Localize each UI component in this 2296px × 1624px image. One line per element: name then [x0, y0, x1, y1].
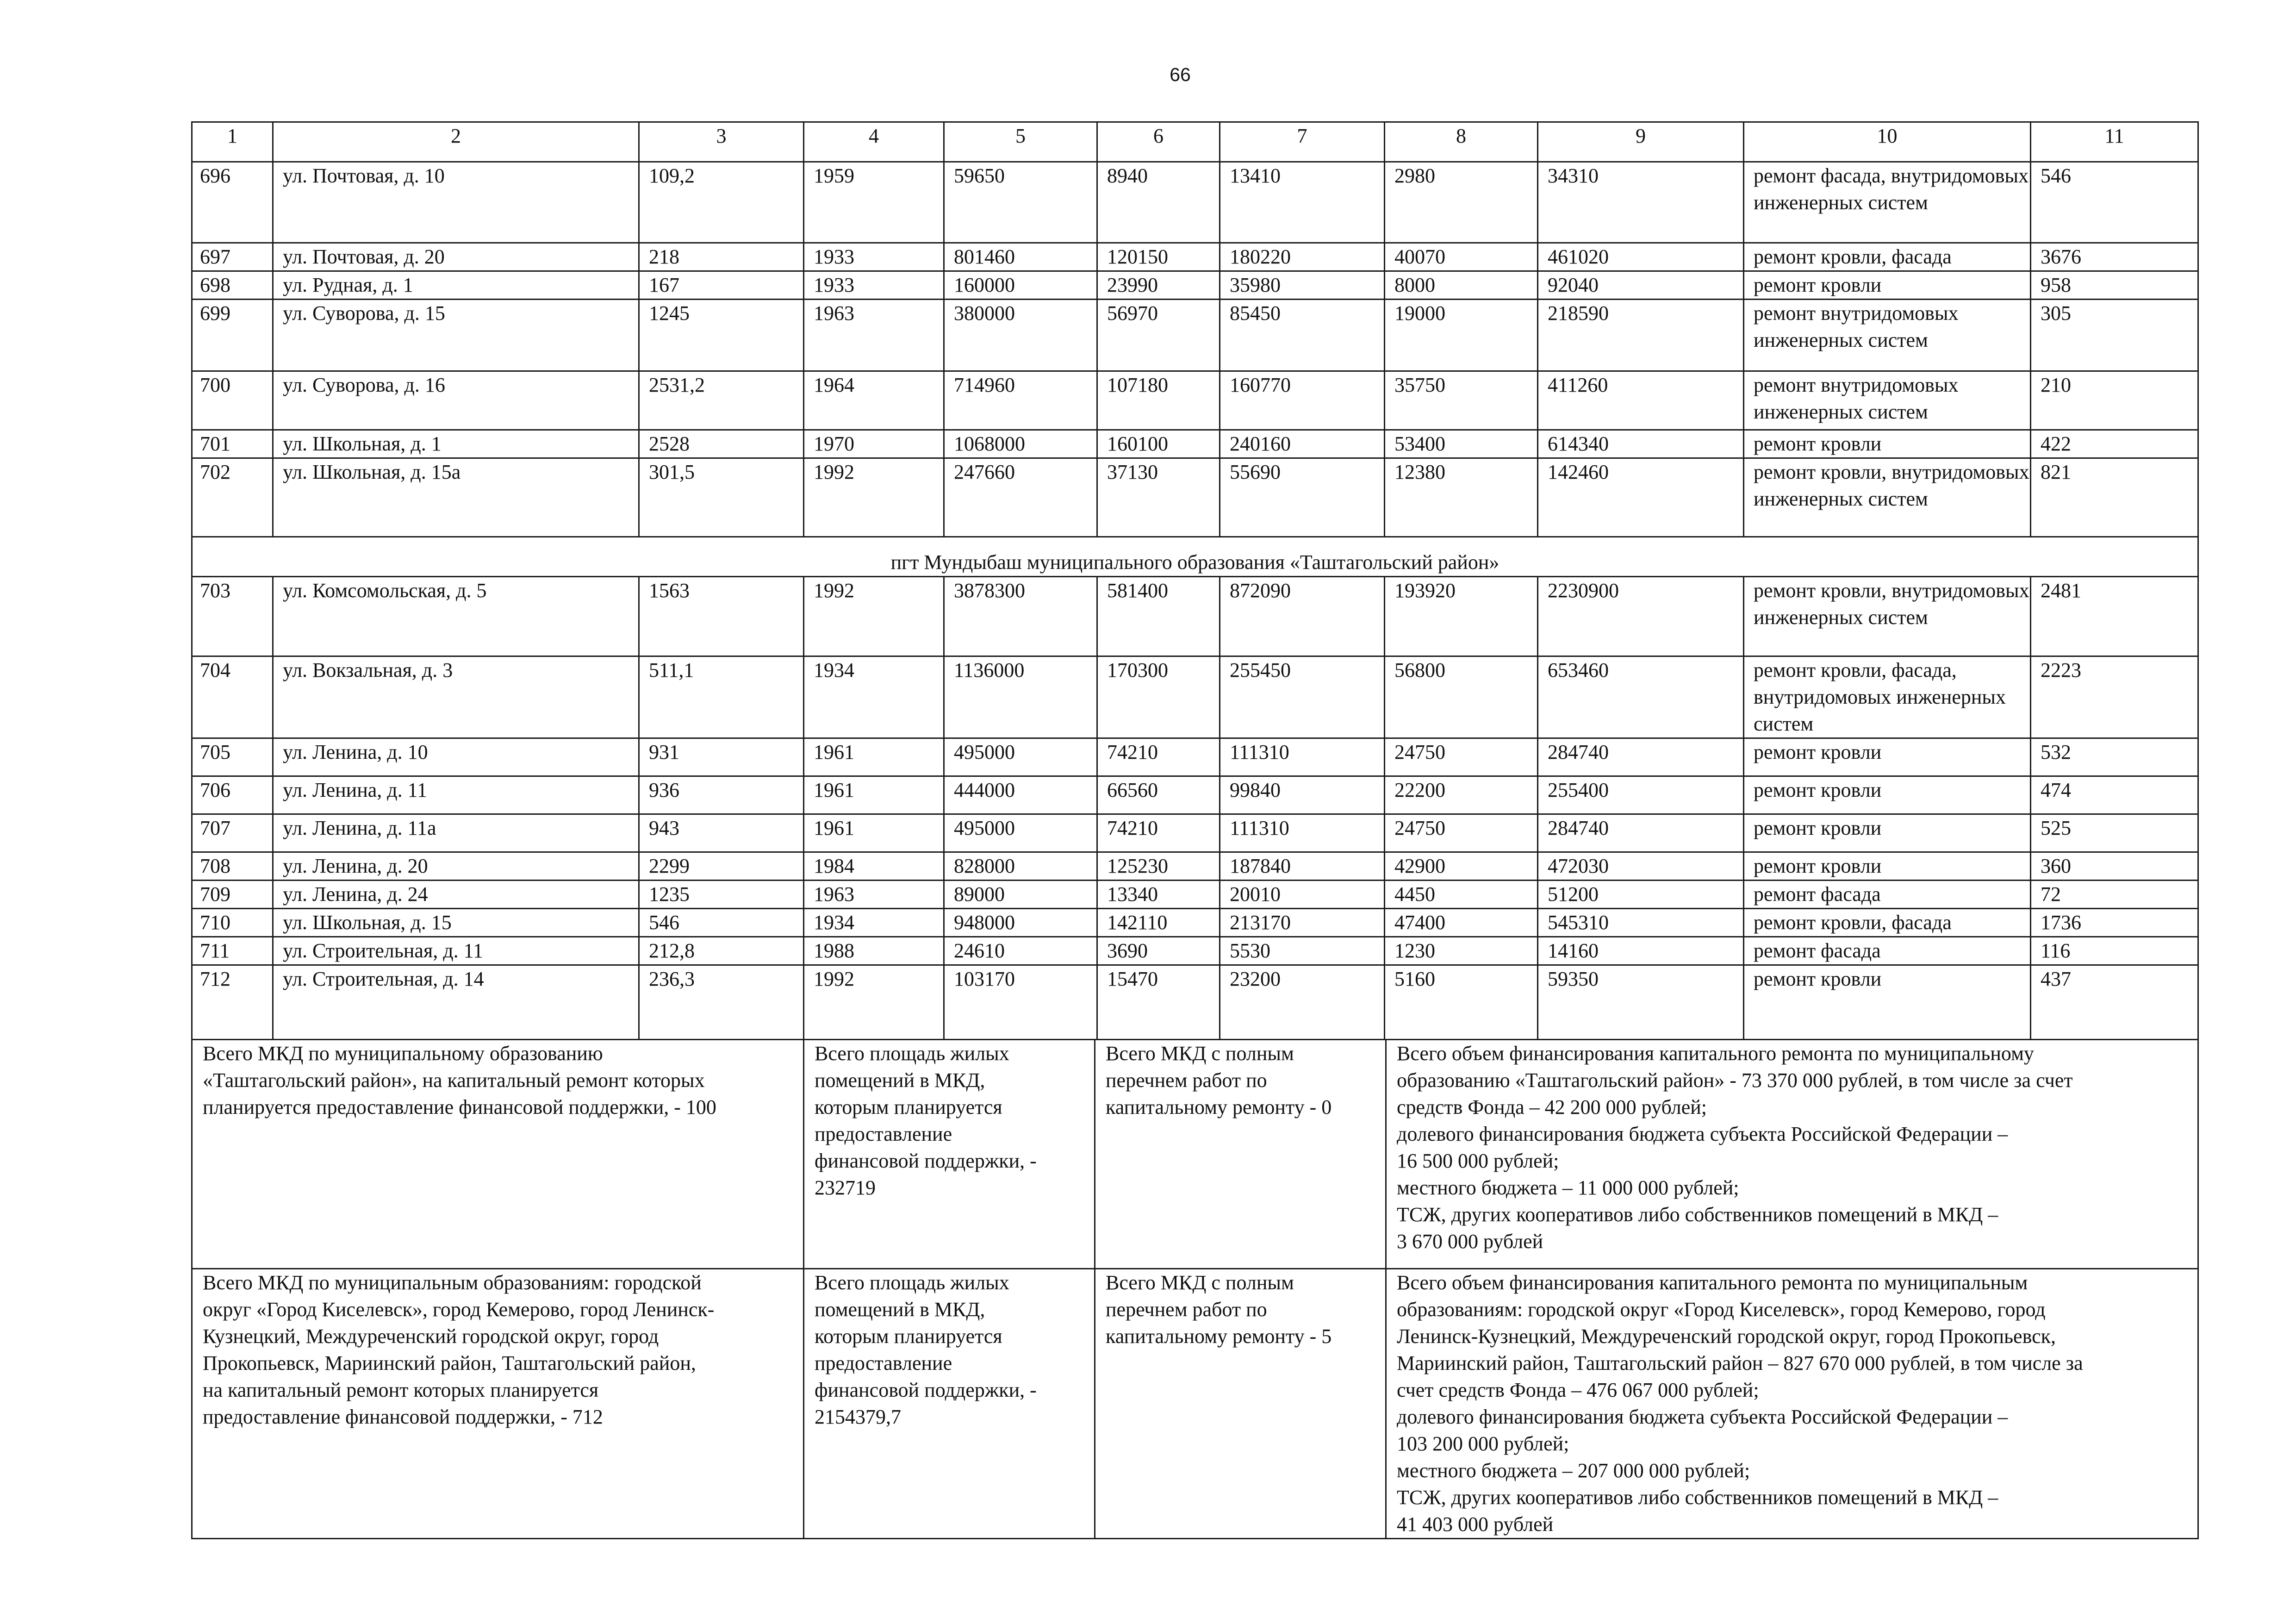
summary-line: помещений в МКД, — [815, 1298, 985, 1321]
address-cell: ул. Строительная, д. 11 — [273, 937, 639, 965]
col7-cell: 99840 — [1220, 776, 1385, 814]
summary-line: предоставление — [815, 1123, 952, 1145]
table-row — [192, 909, 2198, 937]
year-cell: 1992 — [804, 965, 944, 1040]
row-number: 702 — [192, 458, 273, 537]
col11-cell: 437 — [2031, 965, 2198, 1040]
summary-line: предоставление — [815, 1352, 952, 1374]
summary-line: 2154379,7 — [815, 1405, 901, 1428]
summary-line: предоставление финансовой поддержки, - 712 — [203, 1405, 603, 1428]
table-row — [192, 738, 2198, 776]
total-cost-cell: 103170 — [944, 965, 1097, 1040]
col11-cell: 305 — [2031, 300, 2198, 371]
year-cell: 1934 — [804, 656, 944, 738]
year-cell: 1992 — [804, 458, 944, 537]
year-cell: 1961 — [804, 738, 944, 776]
column-number: 3 — [639, 122, 804, 162]
column-number: 7 — [1220, 122, 1385, 162]
address-cell: ул. Школьная, д. 1 — [273, 430, 639, 458]
summary-line: Всего площадь жилых — [815, 1042, 1009, 1065]
work-type-cell: ремонт кровли, фасада — [1744, 243, 2031, 271]
row-number: 699 — [192, 300, 273, 371]
table-row — [192, 371, 2198, 430]
col9-cell: 255400 — [1538, 776, 1744, 814]
summary-line: ТСЖ, других кооперативов либо собственников помещений в МКД – — [1397, 1486, 1998, 1509]
summary-line: перечнем работ по — [1106, 1298, 1267, 1321]
col11-cell: 821 — [2031, 458, 2198, 537]
col6-cell: 170300 — [1097, 656, 1220, 738]
summary-line: Прокопьевск, Мариинский район, Таштагольский район, — [203, 1352, 696, 1374]
col8-cell: 47400 — [1385, 909, 1538, 937]
col6-cell: 125230 — [1097, 852, 1220, 881]
total-cost-cell: 714960 — [944, 371, 1097, 430]
area-cell: 2531,2 — [639, 371, 804, 430]
table-row — [192, 458, 2198, 537]
col8-cell: 24750 — [1385, 738, 1538, 776]
column-number: 10 — [1744, 122, 2031, 162]
table-row — [192, 965, 2198, 1040]
summary-line: средств Фонда – 42 200 000 рублей; — [1397, 1096, 1707, 1118]
address-cell: ул. Почтовая, д. 20 — [273, 243, 639, 271]
col9-cell: 472030 — [1538, 852, 1744, 881]
row-number: 696 — [192, 162, 273, 243]
summary-line: ТСЖ, других кооперативов либо собственников помещений в МКД – — [1397, 1203, 1998, 1226]
col11-cell: 360 — [2031, 852, 2198, 881]
summary-mkd-count — [192, 1040, 804, 1269]
summary-line: долевого финансирования бюджета субъекта Российской Федерации – — [1397, 1123, 2008, 1145]
col8-cell: 40070 — [1385, 243, 1538, 271]
summary-line: финансовой поддержки, - — [815, 1379, 1037, 1401]
col7-cell: 872090 — [1220, 577, 1385, 656]
summary-line: 41 403 000 рублей — [1397, 1513, 1554, 1536]
summary-line: образованиям: городской округ «Город Киселевск», город Кемерово, город — [1397, 1298, 2046, 1321]
work-type-cell: ремонт кровли — [1744, 271, 2031, 300]
address-cell: ул. Строительная, д. 14 — [273, 965, 639, 1040]
col6-cell: 8940 — [1097, 162, 1220, 243]
summary-area — [804, 1040, 1095, 1269]
area-cell: 301,5 — [639, 458, 804, 537]
column-number: 9 — [1538, 122, 1744, 162]
year-cell: 1933 — [804, 271, 944, 300]
col11-cell: 3676 — [2031, 243, 2198, 271]
row-number: 700 — [192, 371, 273, 430]
col9-cell: 284740 — [1538, 814, 1744, 852]
col8-cell: 35750 — [1385, 371, 1538, 430]
column-number: 2 — [273, 122, 639, 162]
summary-line: планируется предоставление финансовой поддержки, - 100 — [203, 1096, 716, 1118]
summary-line: на капитальный ремонт которых планируется — [203, 1379, 599, 1401]
work-type-cell: ремонт внутридомовых инженерных систем — [1744, 371, 2031, 430]
col11-cell: 72 — [2031, 881, 2198, 909]
col11-cell: 210 — [2031, 371, 2198, 430]
col6-cell: 107180 — [1097, 371, 1220, 430]
table-row — [192, 852, 2198, 881]
summary-line: капитальному ремонту - 0 — [1106, 1096, 1332, 1118]
work-type-cell: ремонт кровли, фасада — [1744, 909, 2031, 937]
col7-cell: 20010 — [1220, 881, 1385, 909]
col8-cell: 56800 — [1385, 656, 1538, 738]
summary-row-tashtagol — [192, 1040, 2198, 1269]
col6-cell: 120150 — [1097, 243, 1220, 271]
summary-line: местного бюджета – 11 000 000 рублей; — [1397, 1176, 1739, 1199]
col7-cell: 213170 — [1220, 909, 1385, 937]
work-type-cell: ремонт фасада, внутридомовых инженерных систем — [1744, 162, 2031, 243]
column-number: 8 — [1385, 122, 1538, 162]
column-number: 5 — [944, 122, 1097, 162]
col11-cell: 422 — [2031, 430, 2198, 458]
total-cost-cell: 948000 — [944, 909, 1097, 937]
col8-cell: 19000 — [1385, 300, 1538, 371]
col6-cell: 56970 — [1097, 300, 1220, 371]
summary-line: Всего МКД по муниципальному образованию — [203, 1042, 603, 1065]
total-cost-cell: 59650 — [944, 162, 1097, 243]
table-row — [192, 656, 2198, 738]
table-row — [192, 162, 2198, 243]
col6-cell: 581400 — [1097, 577, 1220, 656]
total-cost-cell: 828000 — [944, 852, 1097, 881]
address-cell: ул. Рудная, д. 1 — [273, 271, 639, 300]
table-row — [192, 577, 2198, 656]
row-number: 703 — [192, 577, 273, 656]
col7-cell: 160770 — [1220, 371, 1385, 430]
column-number-row — [192, 122, 2198, 162]
row-number: 704 — [192, 656, 273, 738]
summary-line: Всего площадь жилых — [815, 1271, 1009, 1294]
year-cell: 1988 — [804, 937, 944, 965]
col9-cell: 284740 — [1538, 738, 1744, 776]
area-cell: 218 — [639, 243, 804, 271]
col6-cell: 74210 — [1097, 814, 1220, 852]
col9-cell: 653460 — [1538, 656, 1744, 738]
total-cost-cell: 3878300 — [944, 577, 1097, 656]
col11-cell: 1736 — [2031, 909, 2198, 937]
summary-line: помещений в МКД, — [815, 1069, 985, 1092]
table-row — [192, 814, 2198, 852]
total-cost-cell: 1136000 — [944, 656, 1097, 738]
table-row — [192, 881, 2198, 909]
address-cell: ул. Суворова, д. 15 — [273, 300, 639, 371]
summary-line: 16 500 000 рублей; — [1397, 1149, 1559, 1172]
summary-line: финансовой поддержки, - — [815, 1149, 1037, 1172]
work-type-cell: ремонт кровли — [1744, 814, 2031, 852]
column-number: 1 — [192, 122, 273, 162]
summary-line: которым планируется — [815, 1096, 1002, 1118]
col7-cell: 13410 — [1220, 162, 1385, 243]
col7-cell: 85450 — [1220, 300, 1385, 371]
year-cell: 1961 — [804, 814, 944, 852]
col7-cell: 5530 — [1220, 937, 1385, 965]
total-cost-cell: 1068000 — [944, 430, 1097, 458]
area-cell: 109,2 — [639, 162, 804, 243]
table-row — [192, 271, 2198, 300]
summary-line: счет средств Фонда – 476 067 000 рублей; — [1397, 1379, 1759, 1401]
col7-cell: 55690 — [1220, 458, 1385, 537]
area-cell: 2528 — [639, 430, 804, 458]
address-cell: ул. Суворова, д. 16 — [273, 371, 639, 430]
summary-line: долевого финансирования бюджета субъекта Российской Федерации – — [1397, 1405, 2008, 1428]
address-cell: ул. Почтовая, д. 10 — [273, 162, 639, 243]
year-cell: 1961 — [804, 776, 944, 814]
col9-cell: 59350 — [1538, 965, 1744, 1040]
col8-cell: 1230 — [1385, 937, 1538, 965]
col8-cell: 24750 — [1385, 814, 1538, 852]
column-number: 4 — [804, 122, 944, 162]
col11-cell: 958 — [2031, 271, 2198, 300]
work-type-cell: ремонт фасада — [1744, 937, 2031, 965]
area-cell: 511,1 — [639, 656, 804, 738]
year-cell: 1934 — [804, 909, 944, 937]
work-type-cell: ремонт кровли, внутридомовых инженерных систем — [1744, 577, 2031, 656]
summary-line: Всего МКД с полным — [1106, 1042, 1294, 1065]
col11-cell: 2481 — [2031, 577, 2198, 656]
work-type-cell: ремонт кровли, фасада, внутридомовых инженерных систем — [1744, 656, 2031, 738]
row-number: 710 — [192, 909, 273, 937]
table-row — [192, 300, 2198, 371]
row-number: 706 — [192, 776, 273, 814]
row-number: 708 — [192, 852, 273, 881]
col8-cell: 42900 — [1385, 852, 1538, 881]
col11-cell: 116 — [2031, 937, 2198, 965]
summary-row-total — [192, 1269, 2198, 1539]
address-cell: ул. Ленина, д. 11 — [273, 776, 639, 814]
table-row — [192, 243, 2198, 271]
summary-line: Всего объем финансирования капитального ремонта по муниципальным — [1397, 1271, 2028, 1294]
col6-cell: 66560 — [1097, 776, 1220, 814]
year-cell: 1963 — [804, 300, 944, 371]
summary-mkd-count — [192, 1269, 804, 1539]
work-type-cell: ремонт кровли — [1744, 738, 2031, 776]
col11-cell: 2223 — [2031, 656, 2198, 738]
work-type-cell: ремонт кровли — [1744, 852, 2031, 881]
houses-table — [191, 121, 2199, 1040]
work-type-cell: ремонт фасада — [1744, 881, 2031, 909]
summary-full-list — [1095, 1040, 1386, 1269]
col9-cell: 34310 — [1538, 162, 1744, 243]
address-cell: ул. Ленина, д. 20 — [273, 852, 639, 881]
summary-line: «Таштагольский район», на капитальный ремонт которых — [203, 1069, 705, 1092]
col6-cell: 37130 — [1097, 458, 1220, 537]
summary-line: образованию «Таштагольский район» - 73 370 000 рублей, в том числе за счет — [1397, 1069, 2073, 1092]
work-type-cell: ремонт кровли — [1744, 965, 2031, 1040]
address-cell: ул. Ленина, д. 11а — [273, 814, 639, 852]
col9-cell: 461020 — [1538, 243, 1744, 271]
row-number: 697 — [192, 243, 273, 271]
row-number: 701 — [192, 430, 273, 458]
area-cell: 167 — [639, 271, 804, 300]
total-cost-cell: 380000 — [944, 300, 1097, 371]
total-cost-cell: 444000 — [944, 776, 1097, 814]
row-number: 698 — [192, 271, 273, 300]
col6-cell: 160100 — [1097, 430, 1220, 458]
row-number: 712 — [192, 965, 273, 1040]
section-header-row — [192, 537, 2198, 577]
total-cost-cell: 495000 — [944, 814, 1097, 852]
year-cell: 1970 — [804, 430, 944, 458]
data-sheet — [191, 121, 2197, 1539]
total-cost-cell: 495000 — [944, 738, 1097, 776]
total-cost-cell: 160000 — [944, 271, 1097, 300]
col7-cell: 180220 — [1220, 243, 1385, 271]
col6-cell: 23990 — [1097, 271, 1220, 300]
col7-cell: 187840 — [1220, 852, 1385, 881]
work-type-cell: ремонт кровли, внутридомовых инженерных систем — [1744, 458, 2031, 537]
col6-cell: 74210 — [1097, 738, 1220, 776]
col7-cell: 255450 — [1220, 656, 1385, 738]
summary-line: округ «Город Киселевск», город Кемерово, город Ленинск- — [203, 1298, 715, 1321]
col7-cell: 111310 — [1220, 814, 1385, 852]
summary-line: Мариинский район, Таштагольский район – 827 670 000 рублей, в том числе за — [1397, 1352, 2083, 1374]
area-cell: 236,3 — [639, 965, 804, 1040]
year-cell: 1984 — [804, 852, 944, 881]
col6-cell: 142110 — [1097, 909, 1220, 937]
row-number: 709 — [192, 881, 273, 909]
summary-financing — [1386, 1269, 2198, 1539]
column-number: 6 — [1097, 122, 1220, 162]
summary-table — [191, 1039, 2199, 1539]
total-cost-cell: 24610 — [944, 937, 1097, 965]
area-cell: 1563 — [639, 577, 804, 656]
col6-cell: 3690 — [1097, 937, 1220, 965]
col7-cell: 111310 — [1220, 738, 1385, 776]
address-cell: ул. Школьная, д. 15 — [273, 909, 639, 937]
page-number: 66 — [1170, 64, 1191, 85]
col9-cell: 14160 — [1538, 937, 1744, 965]
address-cell: ул. Комсомольская, д. 5 — [273, 577, 639, 656]
year-cell: 1963 — [804, 881, 944, 909]
summary-financing — [1386, 1040, 2198, 1269]
area-cell: 943 — [639, 814, 804, 852]
area-cell: 1235 — [639, 881, 804, 909]
summary-line: 3 670 000 рублей — [1397, 1230, 1543, 1253]
col8-cell: 4450 — [1385, 881, 1538, 909]
year-cell: 1992 — [804, 577, 944, 656]
col9-cell: 411260 — [1538, 371, 1744, 430]
address-cell: ул. Ленина, д. 24 — [273, 881, 639, 909]
col9-cell: 92040 — [1538, 271, 1744, 300]
section-title: пгт Мундыбаш муниципального образования «Таштагольский район» — [192, 537, 2198, 577]
summary-full-list — [1095, 1269, 1386, 1539]
summary-line: 232719 — [815, 1176, 876, 1199]
col8-cell: 8000 — [1385, 271, 1538, 300]
address-cell: ул. Школьная, д. 15а — [273, 458, 639, 537]
col8-cell: 12380 — [1385, 458, 1538, 537]
area-cell: 212,8 — [639, 937, 804, 965]
col6-cell: 13340 — [1097, 881, 1220, 909]
summary-line: Всего МКД с полным — [1106, 1271, 1294, 1294]
total-cost-cell: 801460 — [944, 243, 1097, 271]
col9-cell: 51200 — [1538, 881, 1744, 909]
col11-cell: 546 — [2031, 162, 2198, 243]
work-type-cell: ремонт внутридомовых инженерных систем — [1744, 300, 2031, 371]
table-row — [192, 430, 2198, 458]
area-cell: 546 — [639, 909, 804, 937]
summary-line: Ленинск-Кузнецкий, Междуреченский городской округ, город Прокопьевск, — [1397, 1325, 2056, 1348]
col7-cell: 23200 — [1220, 965, 1385, 1040]
col11-cell: 532 — [2031, 738, 2198, 776]
work-type-cell: ремонт кровли — [1744, 776, 2031, 814]
col7-cell: 35980 — [1220, 271, 1385, 300]
col8-cell: 5160 — [1385, 965, 1538, 1040]
summary-line: 103 200 000 рублей; — [1397, 1432, 1569, 1455]
summary-line: местного бюджета – 207 000 000 рублей; — [1397, 1459, 1750, 1482]
col8-cell: 193920 — [1385, 577, 1538, 656]
area-cell: 2299 — [639, 852, 804, 881]
col9-cell: 545310 — [1538, 909, 1744, 937]
col9-cell: 614340 — [1538, 430, 1744, 458]
summary-line: Всего объем финансирования капитального ремонта по муниципальному — [1397, 1042, 2034, 1065]
summary-line: капитальному ремонту - 5 — [1106, 1325, 1332, 1348]
summary-line: которым планируется — [815, 1325, 1002, 1348]
col8-cell: 2980 — [1385, 162, 1538, 243]
area-cell: 931 — [639, 738, 804, 776]
row-number: 705 — [192, 738, 273, 776]
col11-cell: 525 — [2031, 814, 2198, 852]
summary-line: Кузнецкий, Междуреченский городской округ, город — [203, 1325, 659, 1348]
year-cell: 1964 — [804, 371, 944, 430]
area-cell: 1245 — [639, 300, 804, 371]
total-cost-cell: 247660 — [944, 458, 1097, 537]
row-number: 711 — [192, 937, 273, 965]
col7-cell: 240160 — [1220, 430, 1385, 458]
col11-cell: 474 — [2031, 776, 2198, 814]
table-row — [192, 937, 2198, 965]
col6-cell: 15470 — [1097, 965, 1220, 1040]
total-cost-cell: 89000 — [944, 881, 1097, 909]
summary-area — [804, 1269, 1095, 1539]
summary-line: перечнем работ по — [1106, 1069, 1267, 1092]
col9-cell: 218590 — [1538, 300, 1744, 371]
address-cell: ул. Ленина, д. 10 — [273, 738, 639, 776]
work-type-cell: ремонт кровли — [1744, 430, 2031, 458]
year-cell: 1933 — [804, 243, 944, 271]
col8-cell: 53400 — [1385, 430, 1538, 458]
table-row — [192, 776, 2198, 814]
column-number: 11 — [2031, 122, 2198, 162]
col9-cell: 142460 — [1538, 458, 1744, 537]
col9-cell: 2230900 — [1538, 577, 1744, 656]
summary-line: Всего МКД по муниципальным образованиям: городской — [203, 1271, 702, 1294]
col8-cell: 22200 — [1385, 776, 1538, 814]
row-number: 707 — [192, 814, 273, 852]
area-cell: 936 — [639, 776, 804, 814]
year-cell: 1959 — [804, 162, 944, 243]
address-cell: ул. Вокзальная, д. 3 — [273, 656, 639, 738]
